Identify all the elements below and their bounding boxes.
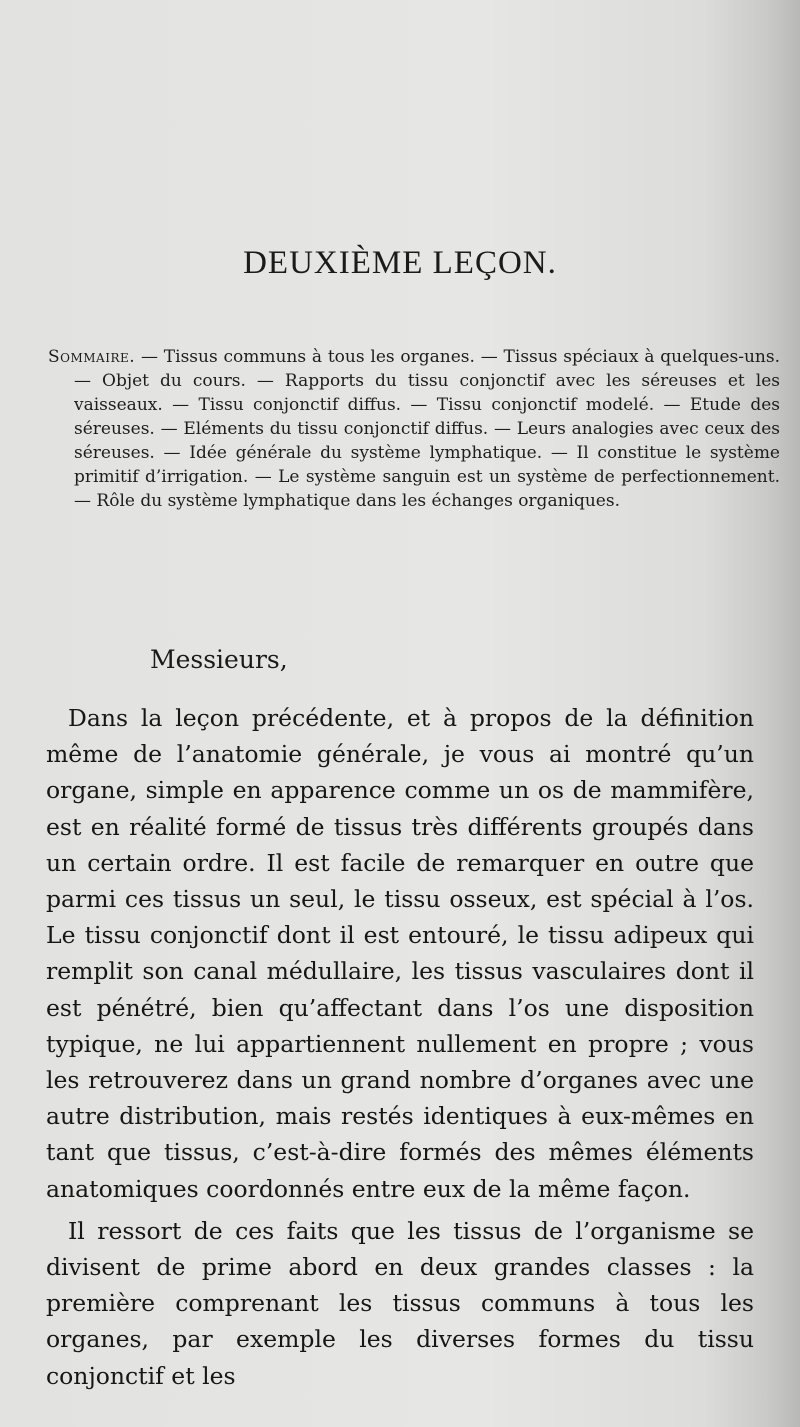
chapter-title: DEUXIÈME LEÇON. (243, 245, 557, 281)
summary-text: — Tissus communs à tous les organes. — Tissus spéciaux à quelques-uns. — Objet du cours. — Rapports du tissu conjonctif avec les séreuses et les vaisseaux. — Tissu conjonctif diffus. — Tissu conjonctif modelé. — Etude des séreuses. — Eléments du tissu conjonctif diffus. — Leurs analogies avec ceux des séreuses. — Idée générale du système lymphatique. — Il constitue le système primitif d’irrigation. — Le système sanguin est un système de perfectionnement. — Rôle du système lymphatique dans les échanges organiques. (74, 347, 780, 511)
salutation: Messieurs, (150, 645, 288, 674)
body-text (46, 700, 754, 1400)
paragraph: Dans la leçon précédente, et à propos de la définition même de l’anatomie générale, je vous ai montré qu’un organe, simple en apparence comme un os de mammifère, est en réalité formé de tissus très différents groupés dans un certain ordre. Il est facile de remarquer en outre que parmi ces tissus un seul, le tissu osseux, est spécial à l’os. Le tissu conjonctif dont il est entouré, le tissu adipeux qui remplit son canal médullaire, les tissus vasculaires dont il est pénétré, bien qu’affectant dans l’os une disposition typique, ne lui appartiennent nullement en propre ; vous les retrouverez dans un grand nombre d’organes avec une autre distribution, mais restés identiques à eux-mêmes en tant que tissus, c’est-à-dire formés des mêmes éléments anatomiques coordonnés entre eux de la même façon. (46, 704, 754, 1203)
paragraph: Il ressort de ces faits que les tissus de l’organisme se divisent de prime abord en deux grandes classes : la première comprenant les tissus communs à tous les organes, par exemple les diverses formes du tissu conjonctif et les (46, 1216, 754, 1390)
chapter-summary (48, 345, 780, 513)
summary-lead: Sommaire. (48, 347, 136, 367)
